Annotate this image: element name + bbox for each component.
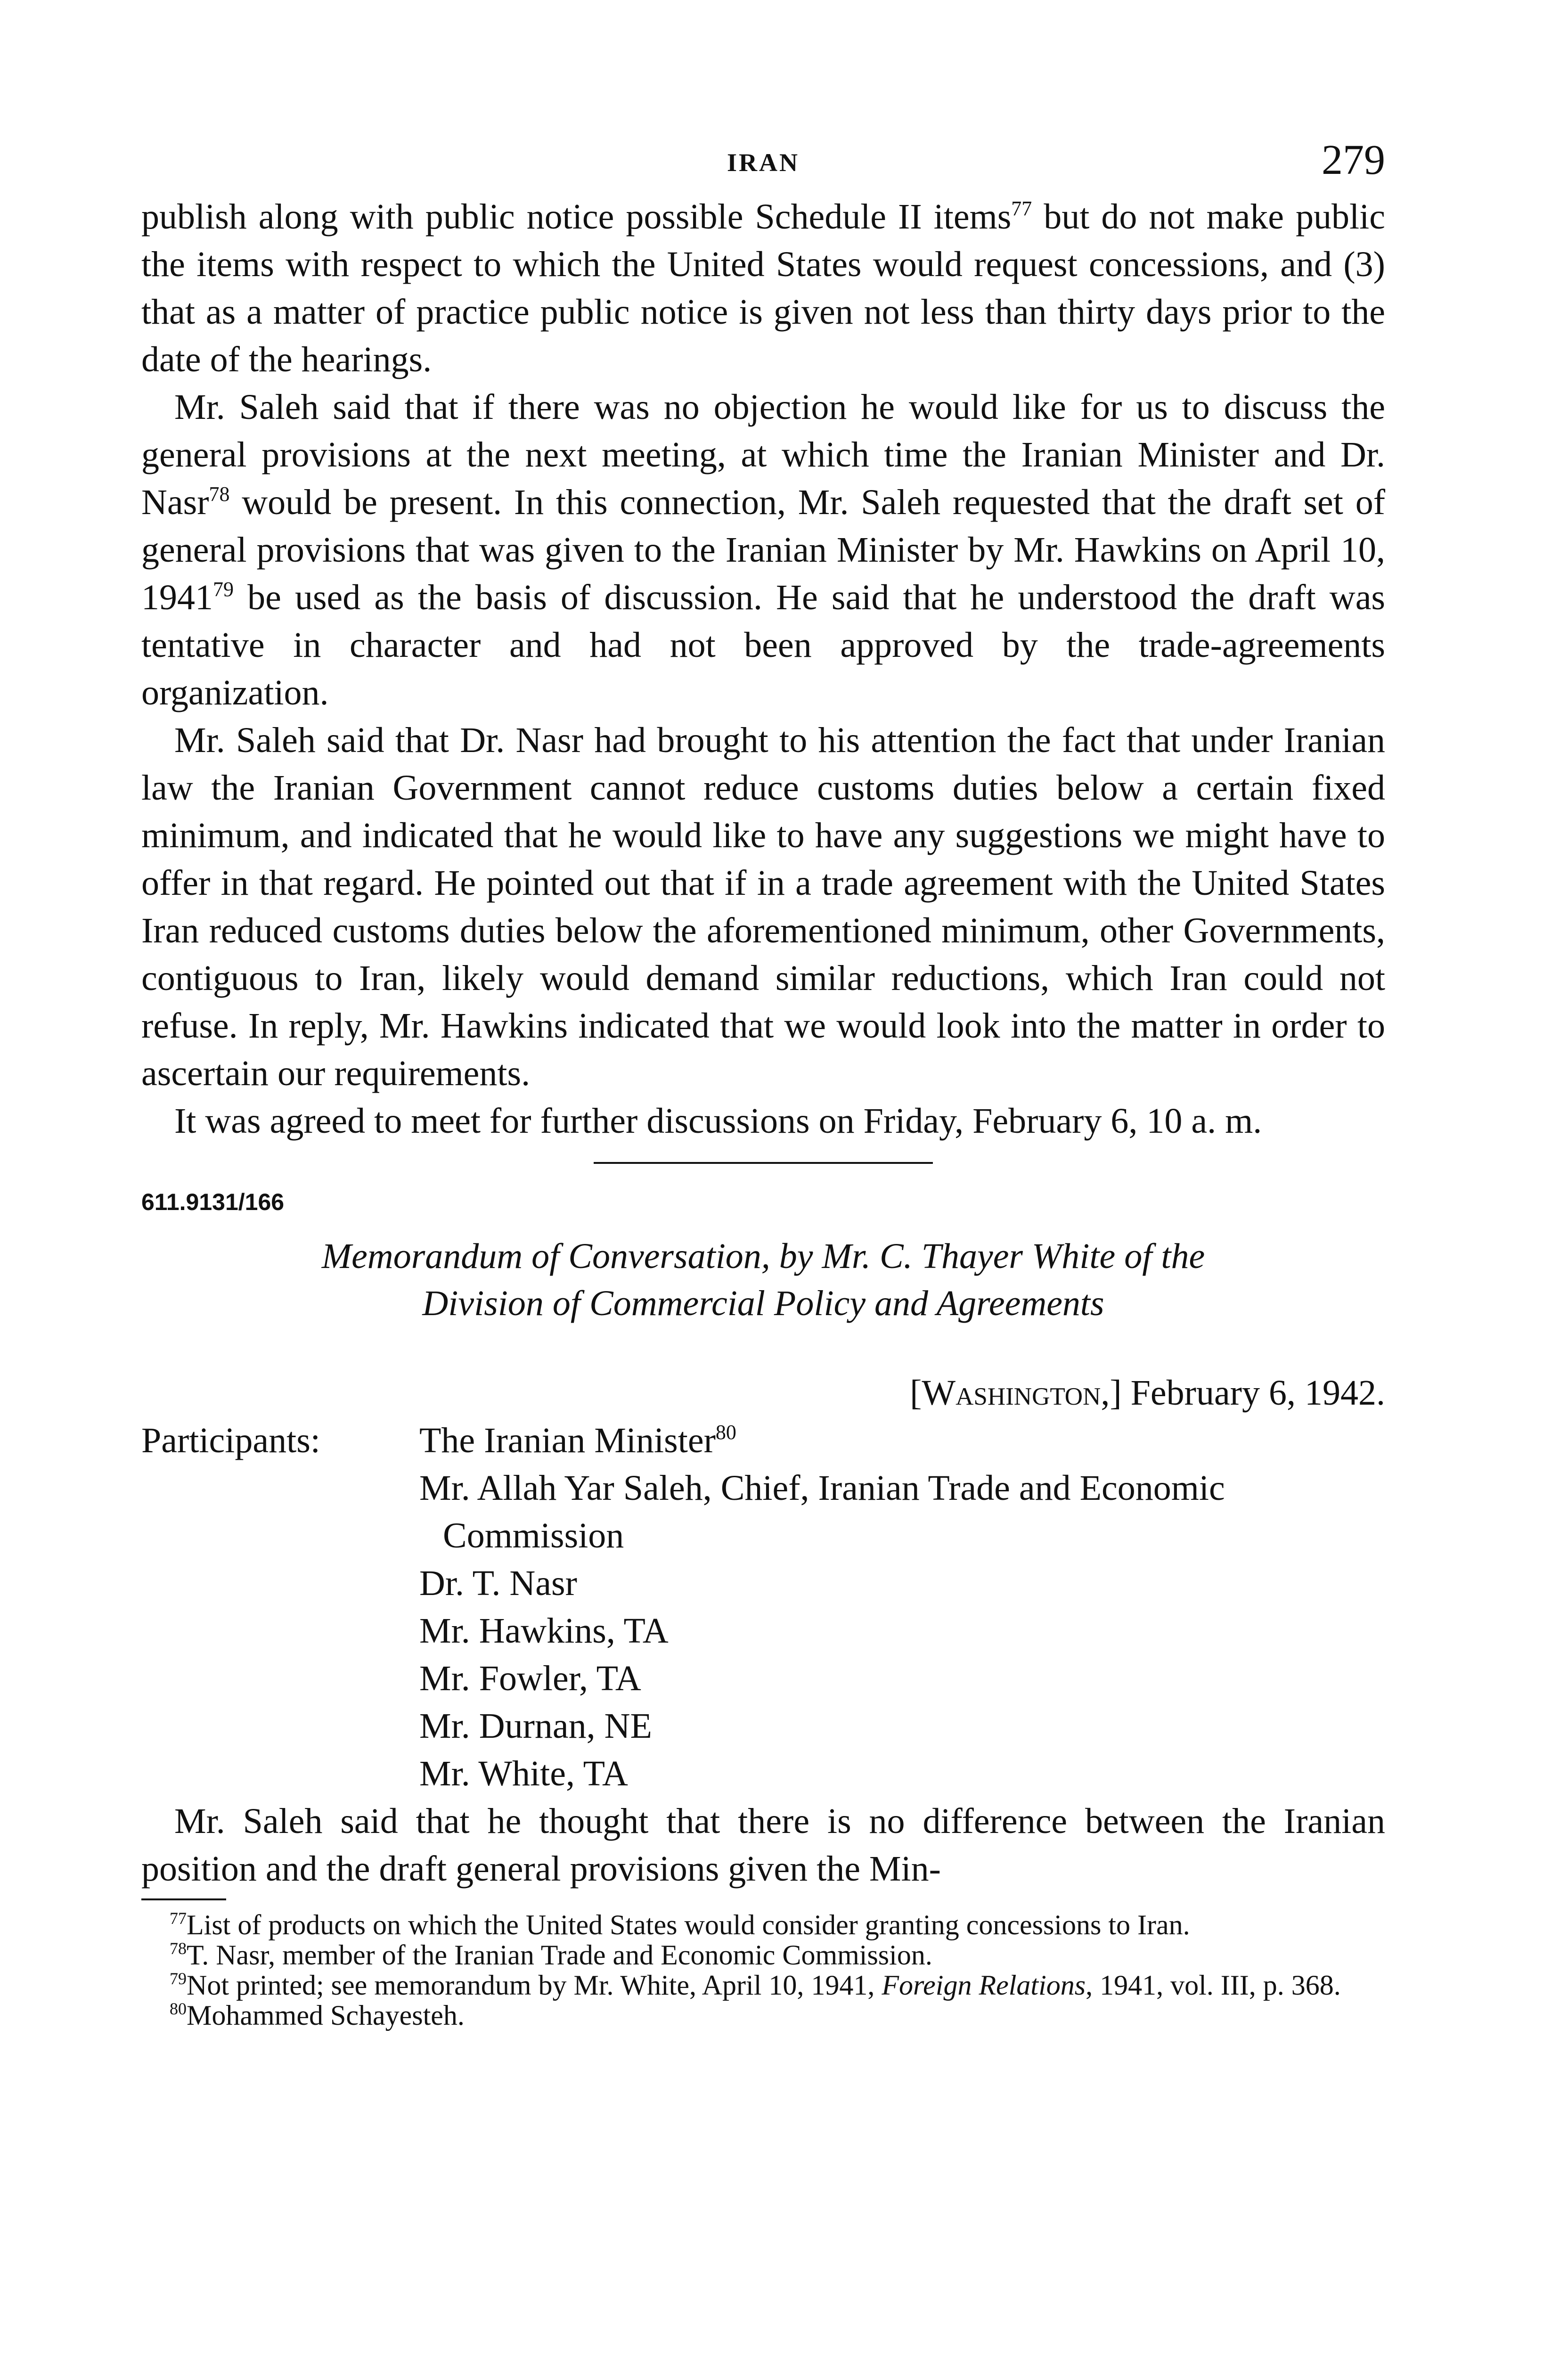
- participant-first-name: The Iranian Minister: [419, 1421, 716, 1460]
- participant-fowler: Mr. Fowler, TA: [419, 1659, 641, 1698]
- participant-saleh: Mr. Allah Yar Saleh, Chief, Iranian Trade and Economic Commission: [419, 1468, 1225, 1555]
- footnotes: [141, 1910, 1385, 2030]
- dateline: [141, 1369, 1385, 1417]
- paragraph-1: [141, 193, 1385, 384]
- paragraph-3: Mr. Saleh said that Dr. Nasr had brought to his attention the fact that under Iranian law the Iranian Government cannot reduce customs duties below a certain fixed minimum, and indicated that he would like to have any suggestions we might have to offer in that regard. He pointed out that if in a trade agreement with the United States Iran reduced customs duties below the aforementioned minimum, other Governments, contiguous to Iran, likely would demand similar reductions, which Iran could not refuse. In reply, Mr. Hawkins indicated that we would look into the matter in order to ascertain our requirements.: [141, 720, 1385, 1093]
- footnote-79-text-a: Not printed; see memorandum by Mr. White, April 10, 1941,: [187, 1970, 882, 2001]
- participant-durnan: Mr. Durnan, NE: [419, 1706, 652, 1746]
- paragraph-1-text-b: but do not make public the items with respect to which the United States would request concessions, and (3) that as a matter of practice public notice is given not less than thirty days prior to the date of the hearings.: [141, 197, 1385, 379]
- participants-list: [419, 1417, 1385, 1798]
- document-title: [141, 1233, 1385, 1327]
- document-page: [141, 137, 1385, 2031]
- participant-iranian-minister: [419, 1417, 1385, 1464]
- section-divider: [594, 1162, 933, 1164]
- paragraph-5: Mr. Saleh said that he thought that there is no difference between the Iranian position and the draft general provisions given the Min-: [141, 1801, 1385, 1889]
- page-number: 279: [1322, 137, 1385, 183]
- document-file-number: 611.9131/166: [141, 1189, 285, 1215]
- dateline-date: February 6, 1942.: [1121, 1373, 1385, 1413]
- footnote-78-number: 78: [170, 1939, 187, 1958]
- footnote-77: [141, 1910, 1385, 1940]
- participant-white: Mr. White, TA: [419, 1754, 628, 1793]
- footnote-80-number: 80: [170, 1999, 187, 2018]
- document-title-line-2: Division of Commercial Policy and Agreements: [422, 1284, 1104, 1323]
- footnote-divider: [141, 1898, 226, 1900]
- footnote-ref-78[interactable]: 78: [209, 483, 230, 506]
- participant-nasr: Dr. T. Nasr: [419, 1563, 577, 1603]
- document-title-line-1: Memorandum of Conversation, by Mr. C. Thayer White of the: [321, 1236, 1205, 1276]
- paragraph-2-text-a: Mr. Saleh said that if there was no objection he would like for us to discuss the general provisions at the next meeting, at which time the Iranian Minister and Dr. Nasr: [141, 387, 1385, 522]
- footnote-79-number: 79: [170, 1969, 187, 1988]
- footnote-78: [141, 1940, 1385, 1970]
- footnote-79-italic: Foreign Relations: [882, 1970, 1086, 2001]
- footnote-78-text: T. Nasr, member of the Iranian Trade and Economic Commission.: [187, 1939, 932, 1971]
- footnote-ref-77[interactable]: 77: [1011, 197, 1032, 220]
- dateline-place: [Washington,]: [910, 1373, 1122, 1413]
- paragraph-2: [141, 384, 1385, 717]
- paragraph-4: It was agreed to meet for further discussions on Friday, February 6, 10 a. m.: [174, 1101, 1262, 1141]
- footnote-77-number: 77: [170, 1909, 187, 1928]
- participants-label: Participants:: [141, 1421, 320, 1460]
- participant-hawkins: Mr. Hawkins, TA: [419, 1611, 669, 1651]
- footnote-79: [141, 1970, 1385, 2000]
- footnote-80: [141, 2000, 1385, 2030]
- paragraph-1-text-a: publish along with public notice possible Schedule II items: [141, 197, 1012, 237]
- footnote-79-text-b: , 1941, vol. III, p. 368.: [1086, 1970, 1341, 2001]
- running-header: [141, 137, 1385, 193]
- footnote-ref-79[interactable]: 79: [213, 578, 234, 601]
- footnote-ref-80[interactable]: 80: [715, 1421, 736, 1444]
- participants-block: [141, 1417, 1385, 1798]
- footnote-80-text: Mohammed Schayesteh.: [187, 2000, 465, 2031]
- paragraph-2-text-c: be used as the basis of discussion. He said that he understood the draft was tentative in character and had not been approved by the trade-agreements organization.: [141, 578, 1385, 712]
- footnote-77-text: List of products on which the United States would consider granting concessions to Iran.: [187, 1909, 1190, 1940]
- running-header-title: IRAN: [727, 148, 800, 177]
- paragraph-2-text-b: would be present. In this connection, Mr. Saleh requested that the draft set of general provisions that was given to the Iranian Minister by Mr. Hawkins on April 10, 1941: [141, 483, 1385, 617]
